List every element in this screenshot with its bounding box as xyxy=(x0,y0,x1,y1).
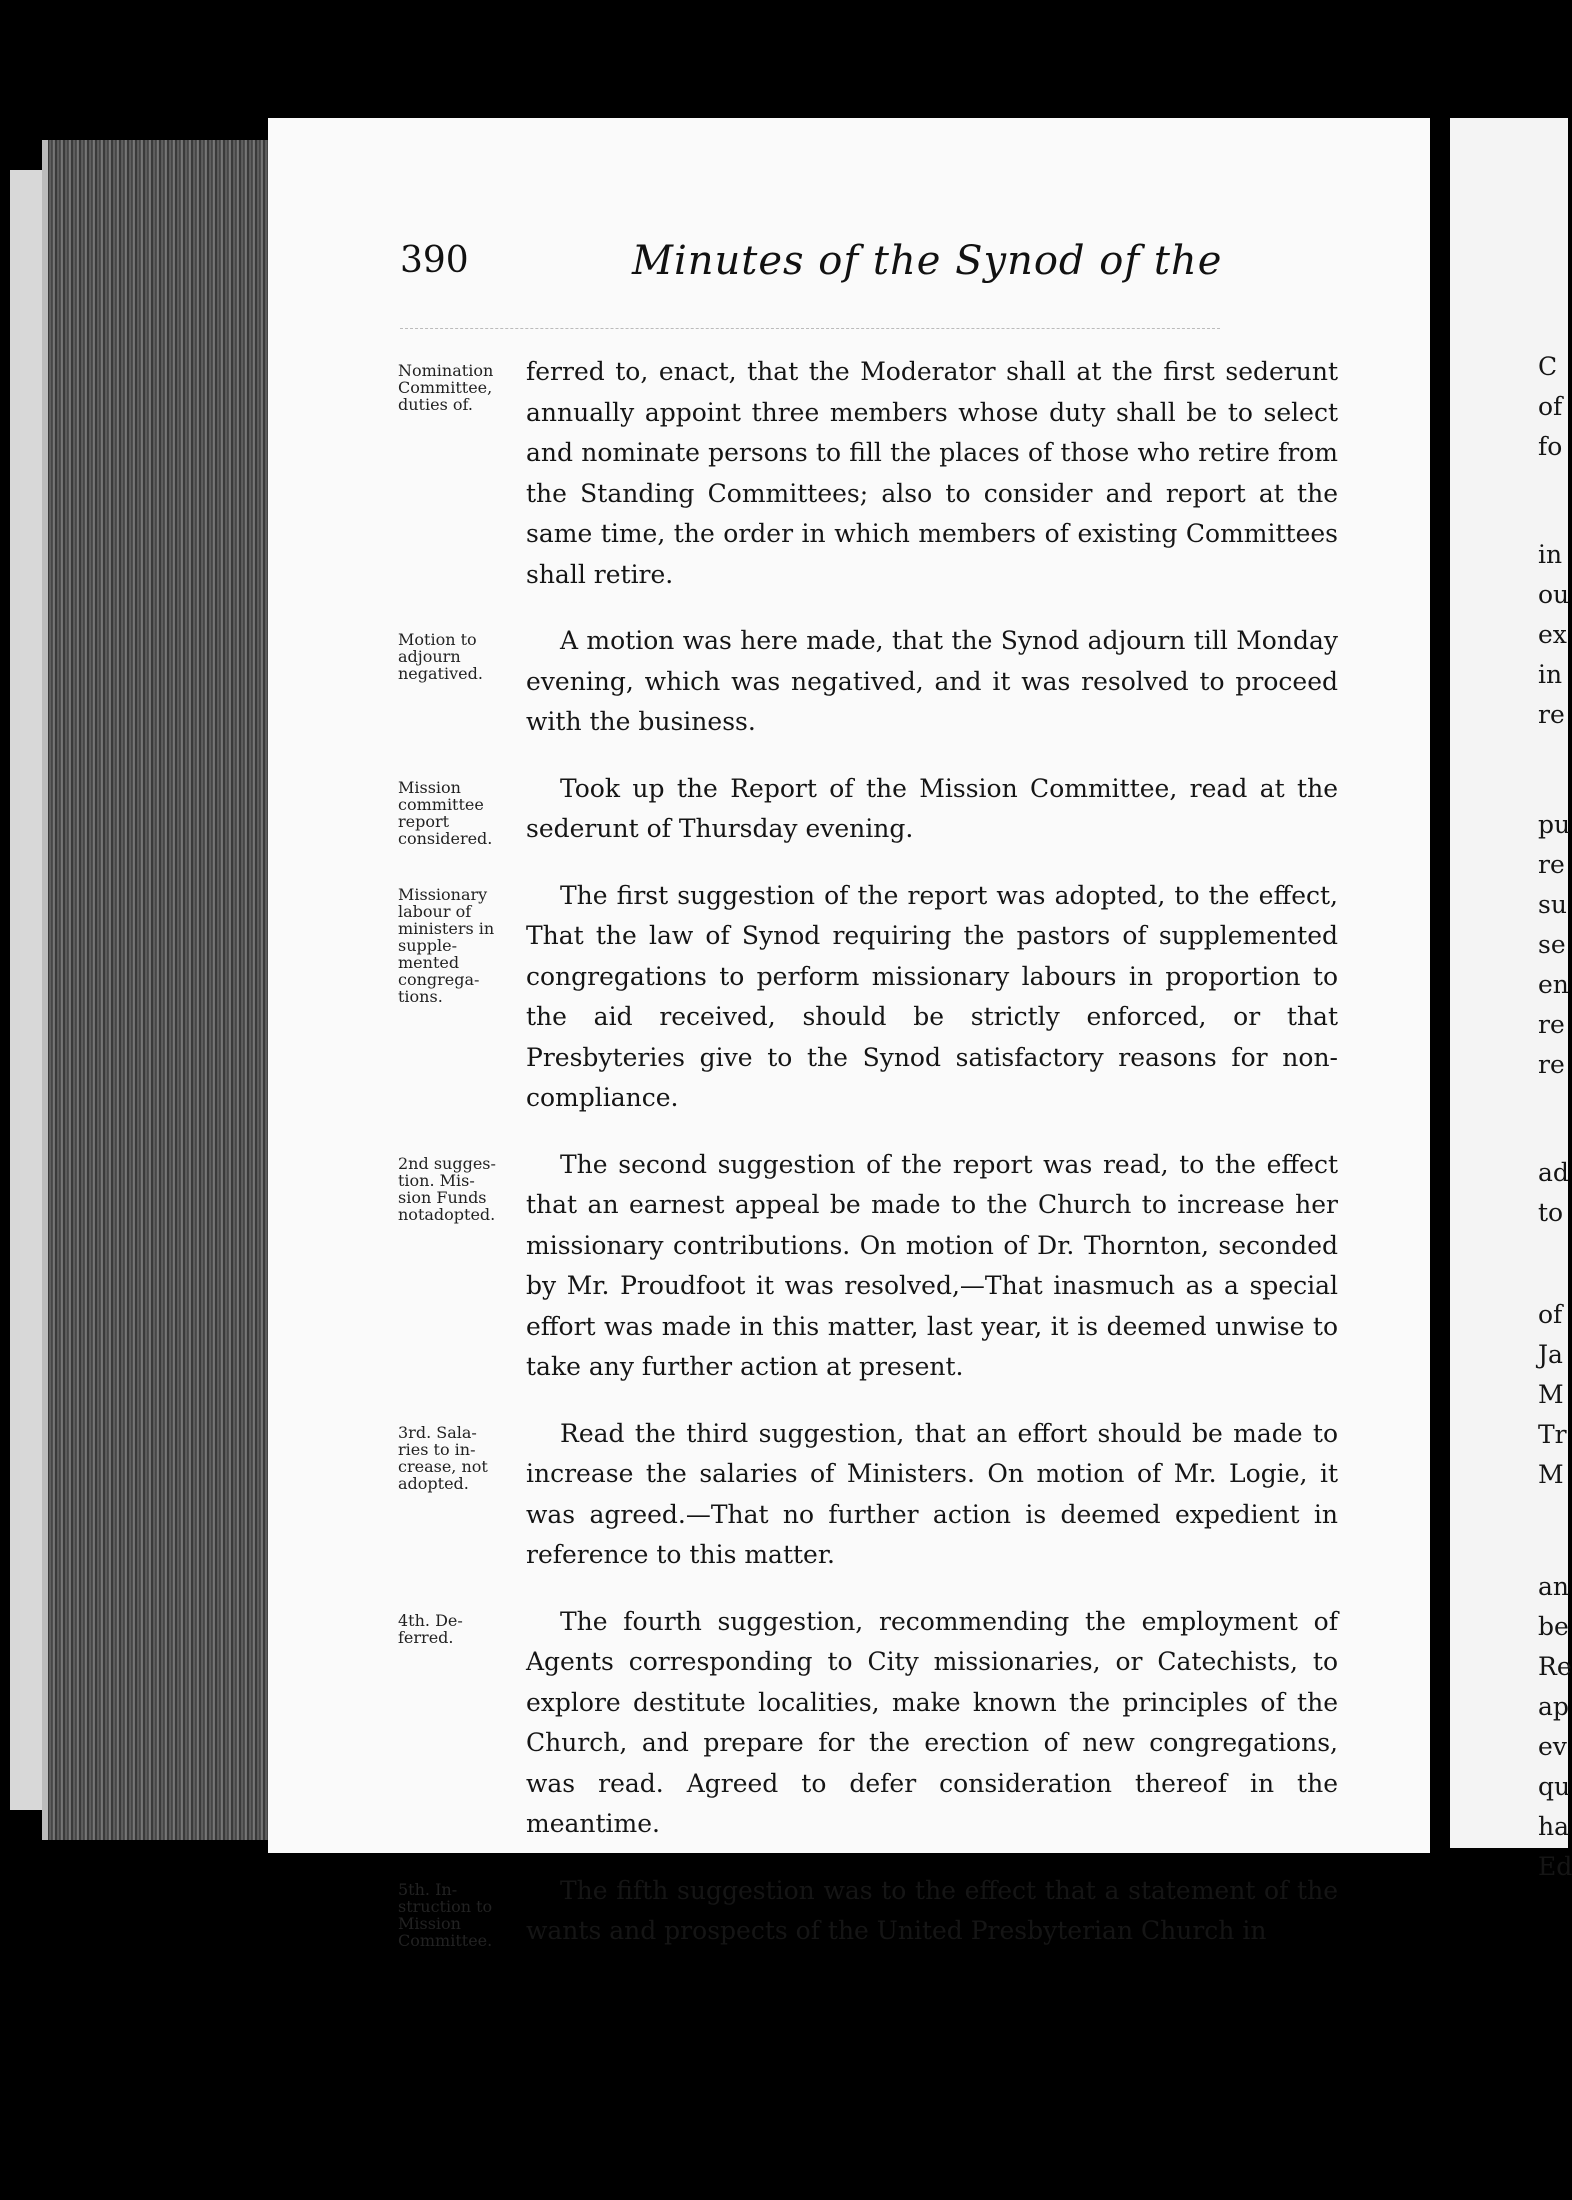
entry-missionary-labour xyxy=(398,876,1348,1119)
page-number: 390 xyxy=(400,240,469,281)
paragraph: ferred to, enact, that the Moderator shall at the first sederunt annually appoint three members whose duty shall be to select and nominate persons to fill the places of those who retire from the Standing Committees; also to consider and report at the same time, the order in which members of existing Committees shall retire. xyxy=(526,357,1338,589)
facing-page-fragment: ou xyxy=(1538,580,1570,609)
facing-page-fragment: qu xyxy=(1538,1772,1571,1801)
facing-page-fragment: fo xyxy=(1538,432,1563,461)
facing-page-fragment: in xyxy=(1538,540,1563,569)
facing-page-fragment: M xyxy=(1538,1460,1564,1489)
facing-page-fragment: an xyxy=(1538,1572,1570,1601)
facing-page-fragment: ad xyxy=(1538,1158,1569,1187)
margin-note: Missionary labour of ministers in supple- mented congrega- tions. xyxy=(398,884,495,1006)
facing-page-fragment: of xyxy=(1538,392,1563,421)
facing-page-fragment: se xyxy=(1538,930,1566,959)
paragraph: Read the third suggestion, that an effort should be made to increase the salaries of Ministers. On motion of Mr. Logie, it was agreed.—That no further action is deemed expedient in reference to this matter. xyxy=(526,1418,1338,1569)
page-header xyxy=(400,240,1300,300)
facing-page-fragment: ex xyxy=(1538,620,1567,649)
paragraph: The fourth suggestion, recommending the employment of Agents corresponding to City missionaries, or Catechists, to explore destitute localities, make known the principles of the Church, and prepare for the erection of new congregations, was read. Agreed to defer consideration thereof in the meantime. xyxy=(526,1606,1338,1838)
entry-mission-report xyxy=(398,769,1348,850)
facing-page-fragment: Ja xyxy=(1538,1340,1563,1369)
facing-page-fragment: in xyxy=(1538,660,1563,689)
facing-page-fragment: re xyxy=(1538,850,1565,879)
running-title: Minutes of the Synod of the xyxy=(632,238,1223,284)
entry-third-suggestion xyxy=(398,1414,1348,1576)
facing-page-fragment: ha xyxy=(1538,1812,1570,1841)
margin-note: 3rd. Sala- ries to in- crease, not adopted. xyxy=(398,1422,488,1493)
book-edge xyxy=(10,170,44,1810)
facing-page-fragment: Tr xyxy=(1538,1420,1567,1449)
margin-note: 2nd sugges- tion. Mis- sion Funds notadopted. xyxy=(398,1153,496,1224)
facing-page-fragment: Ed xyxy=(1538,1852,1572,1881)
entry-motion-adjourn xyxy=(398,621,1348,743)
facing-page-fragment: re xyxy=(1538,700,1565,729)
facing-page-fragment: re xyxy=(1538,1050,1565,1079)
facing-page-fragment: re xyxy=(1538,1010,1565,1039)
facing-page-fragment: su xyxy=(1538,890,1567,919)
facing-page-fragment: ap xyxy=(1538,1692,1569,1721)
entry-fifth-suggestion xyxy=(398,1871,1348,1952)
margin-note: Mission committee report considered. xyxy=(398,777,493,848)
facing-page-fragment: ev xyxy=(1538,1732,1567,1761)
facing-page-fragment: be xyxy=(1538,1612,1569,1641)
facing-page-fragment: to xyxy=(1538,1198,1564,1227)
entry-second-suggestion xyxy=(398,1145,1348,1388)
facing-page-fragment: M xyxy=(1538,1380,1564,1409)
margin-note: 4th. De- ferred. xyxy=(398,1610,463,1647)
facing-page-fragment: Re xyxy=(1538,1652,1572,1681)
paragraph: A motion was here made, that the Synod adjourn till Monday evening, which was negatived, and it was resolved to proceed with the business. xyxy=(526,626,1338,736)
facing-page-fragment: C xyxy=(1538,352,1558,381)
paragraph: The fifth suggestion was to the effect that a statement of the wants and prospects of the United Presbyterian Church in xyxy=(526,1875,1338,1945)
book-page-edges xyxy=(42,140,282,1840)
facing-page-fragment: en xyxy=(1538,970,1569,999)
paragraph: Took up the Report of the Mission Committee, read at the sederunt of Thursday evening. xyxy=(526,773,1338,843)
entry-nomination-committee xyxy=(398,352,1348,595)
entry-fourth-suggestion xyxy=(398,1602,1348,1845)
margin-note: 5th. In- struction to Mission Committee. xyxy=(398,1879,493,1950)
header-rule xyxy=(400,328,1220,329)
margin-note: Nomination Committee, duties of. xyxy=(398,361,494,414)
margin-note: Motion to adjourn negatived. xyxy=(398,630,483,683)
facing-page-fragment: pu xyxy=(1538,810,1571,839)
facing-page-text xyxy=(1538,0,1572,2200)
minutes-body xyxy=(398,352,1348,1978)
paragraph: The second suggestion of the report was read, to the effect that an earnest appeal be made to the Church to increase her missionary contributions. On motion of Dr. Thornton, seconded by Mr. Proudfoot it was resolved,—That inasmuch as a special effort was made in this matter, last year, it is deemed unwise to take any further action at present. xyxy=(526,1149,1338,1381)
paragraph: The first suggestion of the report was adopted, to the effect, That the law of Synod requiring the pastors of supplemented congregations to perform missionary labours in proportion to the aid received, should be strictly enforced, or that Presbyteries give to the Synod satisfactory reasons for non-compliance. xyxy=(526,880,1338,1112)
facing-page-fragment: of xyxy=(1538,1300,1563,1329)
